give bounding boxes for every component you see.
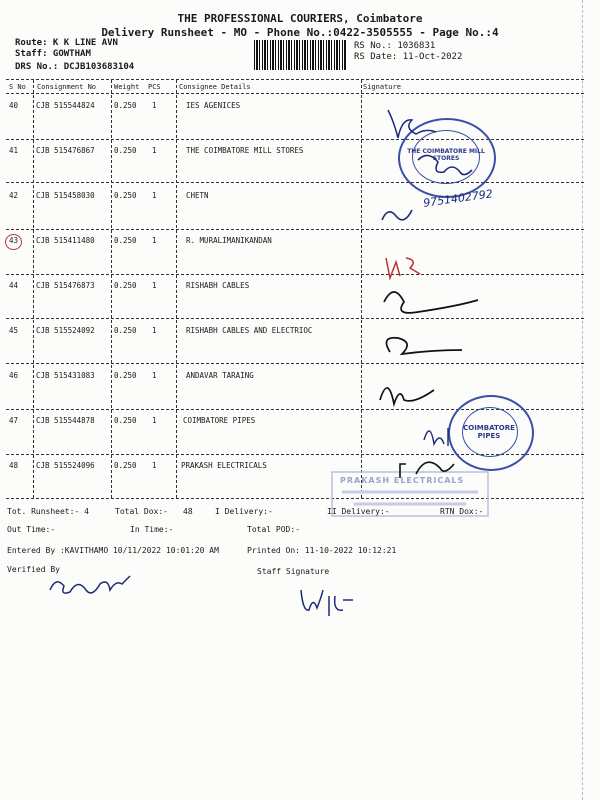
table-top-rule [6, 79, 584, 80]
rs-number: RS No.: 1036831 [354, 41, 436, 51]
row-pcs: 1 [152, 146, 157, 155]
row-consignment: CJB 515544824 [36, 101, 95, 110]
col-divider [111, 80, 112, 498]
row-consignee: PRAKASH ELECTRICALS [181, 461, 267, 470]
i-delivery: I Delivery:- [215, 507, 273, 516]
ii-delivery: II Delivery:- [327, 507, 390, 516]
col-divider [176, 80, 177, 498]
row-consignee: IES AGENICES [186, 101, 241, 110]
company-title: THE PROFESSIONAL COURIERS, Coimbatore [177, 12, 423, 25]
row-consignee: ANDAVAR TARAING [186, 371, 254, 380]
row-consignee: COIMBATORE PIPES [183, 416, 256, 425]
row-sno: 46 [9, 371, 19, 380]
staff-signature-label: Staff Signature [257, 567, 330, 576]
row-pcs: 1 [152, 461, 157, 470]
row-consignment: CJB 515431083 [36, 371, 95, 380]
staff-signature [295, 580, 355, 620]
row-pcs: 1 [152, 326, 157, 335]
row-pcs: 1 [152, 281, 157, 290]
row-consignment: CJB 515476867 [36, 146, 95, 155]
row-weight: 0.250 [114, 281, 137, 290]
verified-by: Verified By [7, 565, 60, 574]
total-pod: Total POD:- [247, 525, 300, 534]
row-consignee: RISHABH CABLES AND ELECTRIOC [186, 326, 313, 335]
row-weight: 0.250 [114, 371, 137, 380]
row-sno: 43 [9, 236, 19, 245]
row-sno: 45 [9, 326, 19, 335]
printed-on: Printed On: 11-10-2022 10:12:21 [247, 546, 397, 555]
col-header-pcs: PCS [148, 83, 161, 91]
row-pcs: 1 [152, 236, 157, 245]
row-sno: 42 [9, 191, 19, 200]
handwritten-phone: 9751402792 [422, 187, 494, 210]
verifier-signature [40, 566, 140, 604]
out-time: Out Time:- [7, 525, 56, 534]
row-pcs: 1 [152, 101, 157, 110]
rtn-dox: RTN Dox:- [440, 507, 484, 516]
row-weight: 0.250 [114, 326, 137, 335]
row-pcs: 1 [152, 371, 157, 380]
row-consignment: CJB 515411480 [36, 236, 95, 245]
row-consignee: CHETN [186, 191, 209, 200]
row-consignment: CJB 515524092 [36, 326, 95, 335]
row-consignment: CJB 515476873 [36, 281, 95, 290]
row-consignment: CJB 515524096 [36, 461, 95, 470]
col-divider [33, 80, 34, 498]
row-sno: 48 [9, 461, 19, 470]
row-sno: 44 [9, 281, 19, 290]
tot-runsheet: Tot. Runsheet:- 4 [7, 507, 89, 516]
row-pcs: 1 [152, 191, 157, 200]
drs-number: DRS No.: DCJB103683104 [15, 62, 135, 72]
stamp-text: THE COIMBATORE MILL STORES [407, 148, 485, 162]
rs-date: RS Date: 11-Oct-2022 [354, 52, 463, 62]
row-weight: 0.250 [114, 101, 137, 110]
row-pcs: 1 [152, 416, 157, 425]
row-weight: 0.250 [114, 416, 137, 425]
row-weight: 0.250 [114, 146, 137, 155]
col-header-consignment: Consignment No [37, 83, 97, 91]
entered-by: Entered By :KAVITHAMO 10/11/2022 10:01:20 AM [7, 546, 219, 555]
row-weight: 0.250 [114, 461, 137, 470]
col-header-consignee: Consignee Details [179, 83, 251, 91]
total-dox-label: Total Dox:- [115, 507, 168, 516]
row-consignment: CJB 515544878 [36, 416, 95, 425]
faint-stamp-text: PRAKASH ELECTRICALS [340, 476, 465, 485]
row-consignee: RISHABH CABLES [186, 281, 250, 290]
route-label: Route: K K LINE AVN [15, 38, 118, 48]
row-weight: 0.250 [114, 236, 137, 245]
row-consignee: THE COIMBATORE MILL STORES [186, 146, 304, 155]
row-consignment: CJB 515458030 [36, 191, 95, 200]
row-sno: 40 [9, 101, 19, 110]
col-header-weight: Weight [114, 83, 140, 91]
stamp-text: COIMBATORE PIPES [463, 424, 515, 440]
row-consignee: R. MURALIMANIKANDAN [186, 236, 272, 245]
row-sno: 41 [9, 146, 19, 155]
in-time: In Time:- [130, 525, 174, 534]
staff-label: Staff: GOWTHAM [15, 49, 91, 59]
col-header-sno: S No [9, 83, 26, 91]
total-dox-value: 48 [183, 507, 193, 516]
runsheet-subtitle: Delivery Runsheet - MO - Phone No.:0422-3505555 - Page No.:4 [101, 26, 499, 39]
barcode-image [254, 40, 347, 70]
row-weight: 0.250 [114, 191, 137, 200]
row-sno: 47 [9, 416, 19, 425]
col-header-signature: Signature [363, 83, 401, 91]
